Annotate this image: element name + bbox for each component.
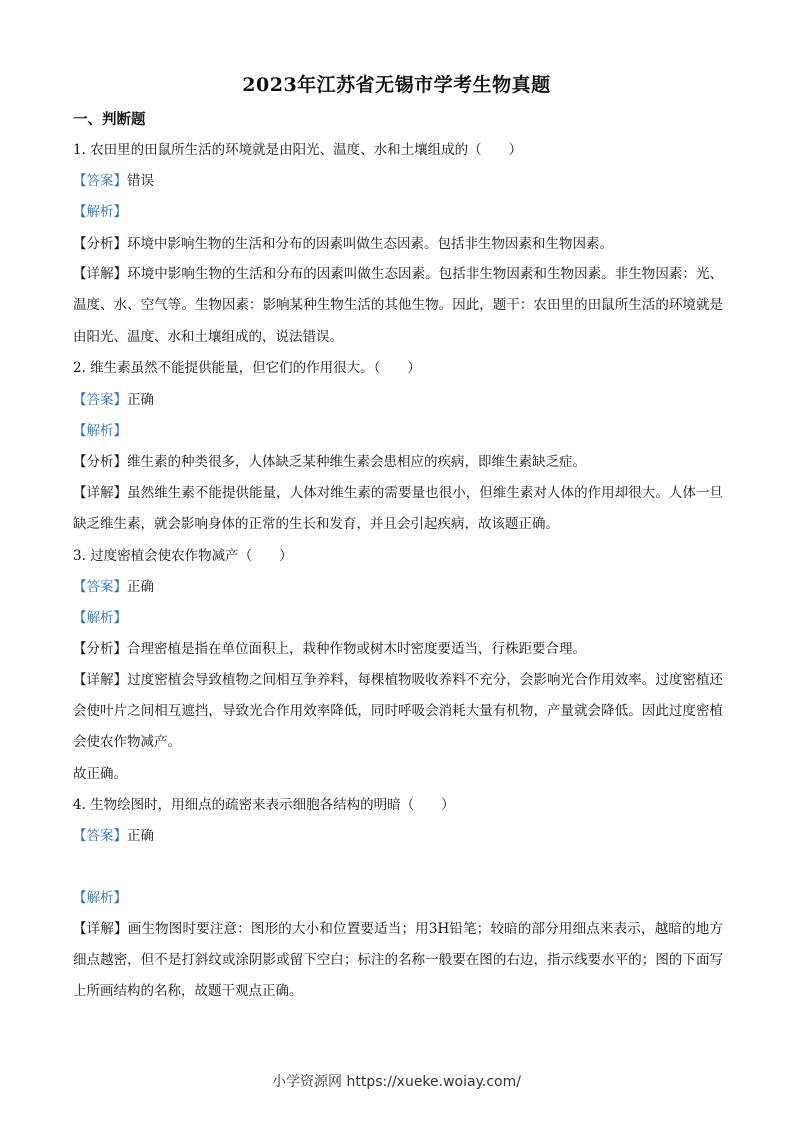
question-4-xiangjie: [73, 914, 723, 1008]
question-2-analysis-label: [73, 421, 723, 441]
answer-value: 正确: [127, 391, 154, 408]
fenxi-tag: 【分析】: [73, 641, 127, 658]
question-list: [73, 140, 723, 1013]
page-title: 2023年江苏省无锡市学考生物真题: [242, 74, 551, 96]
xiangjie-text: 画生物图时要注意：图形的大小和位置要适当；用3H铅笔；较暗的部分用细点来表示，越暗的地方细点越密，但不是打斜纹或涂阴影或留下空白；标注的名称一般要在图的右边，指示线要水平的；图的下面写上所画结构的名称，故题干观点正确。: [73, 921, 723, 1000]
footer-watermark: 小学资源网 https://xueke.woiay.com/: [272, 1074, 521, 1090]
question-3-fenxi: [73, 639, 723, 659]
question-1-stem: 1. 农田里的田鼠所生活的环境就是由阳光、温度、水和土壤组成的（ ）: [73, 142, 523, 158]
question-1-analysis-label: [73, 202, 723, 222]
answer-value: 正确: [127, 828, 154, 845]
xiangjie-tag: 【详解】: [73, 266, 128, 283]
section-heading: 一、判断题: [73, 111, 146, 128]
question-2-stem: 2. 维生素虽然不能提供能量，但它们的作用很大。（ ）: [73, 360, 421, 377]
fenxi-tag: 【分析】: [73, 235, 127, 252]
question-2-fenxi: [73, 452, 723, 472]
answer-tag: 【答案】: [73, 391, 127, 408]
analysis-tag: 【解析】: [73, 422, 127, 439]
fenxi-tag: 【分析】: [73, 453, 127, 470]
answer-tag: 【答案】: [73, 828, 127, 845]
xiangjie-text: 过度密植会导致植物之间相互争养料，每棵植物吸收养料不充分，会影响光合作用效率。过度密植还会使叶片之间相互遮挡，导致光合作用效率降低，同时呼吸会消耗大量有机物，产量就会降低。因此过度密植会使农作物减产。: [73, 671, 724, 751]
answer-value: 正确: [127, 578, 154, 595]
question-3-xiangjie: [73, 665, 723, 759]
spacer: [73, 857, 723, 888]
xiangjie-tag: 【详解】: [73, 921, 128, 938]
analysis-tag: 【解析】: [73, 204, 127, 221]
fenxi-text: 环境中影响生物的生活和分布的因素叫做生态因素。包括非生物因素和生物因素。: [127, 235, 613, 252]
xiangjie-tag: 【详解】: [73, 484, 128, 501]
question-1-answer: [73, 171, 723, 191]
question-4-analysis-label: [73, 888, 723, 908]
analysis-tag: 【解析】: [73, 890, 127, 907]
xiangjie-text: 虽然维生素不能提供能量，人体对维生素的需要量也很小，但维生素对人体的作用却很大。人体一旦缺乏维生素，就会影响身体的正常的生长和发育，并且会引起疾病，故该题正确。: [73, 484, 724, 532]
xiangjie-text: 环境中影响生物的生活和分布的因素叫做生态因素。包括非生物因素和生物因素。非生物因素：光、温度、水、空气等。生物因素：影响某种生物生活的其他生物。因此，题干：农田里的田鼠所生活的环境就是由阳光、温度、水和土壤组成的，说法错误。: [73, 266, 724, 345]
question-4-stem: 4. 生物绘图时，用细点的疏密来表示细胞各结构的明暗（ ）: [73, 797, 455, 814]
question-3-conclusion: 故正确。: [73, 765, 127, 782]
question-3-stem: 3. 过度密植会使农作物减产（ ）: [73, 547, 293, 564]
answer-value: 错误: [127, 173, 154, 190]
answer-tag: 【答案】: [73, 578, 127, 595]
question-2-answer: [73, 390, 723, 410]
answer-tag: 【答案】: [73, 173, 127, 190]
analysis-tag: 【解析】: [73, 609, 127, 626]
question-2-xiangjie: [73, 478, 723, 540]
question-3-analysis-label: [73, 608, 723, 628]
fenxi-text: 维生素的种类很多，人体缺乏某种维生素会患相应的疾病，即维生素缺乏症。: [127, 453, 586, 470]
question-3-answer: [73, 577, 723, 597]
question-1-fenxi: [73, 234, 723, 254]
fenxi-text: 合理密植是指在单位面积上，栽种作物或树木时密度要适当，行株距要合理。: [127, 641, 586, 658]
question-4-answer: [73, 826, 723, 846]
xiangjie-tag: 【详解】: [73, 671, 128, 688]
question-1-xiangjie: [73, 259, 723, 353]
